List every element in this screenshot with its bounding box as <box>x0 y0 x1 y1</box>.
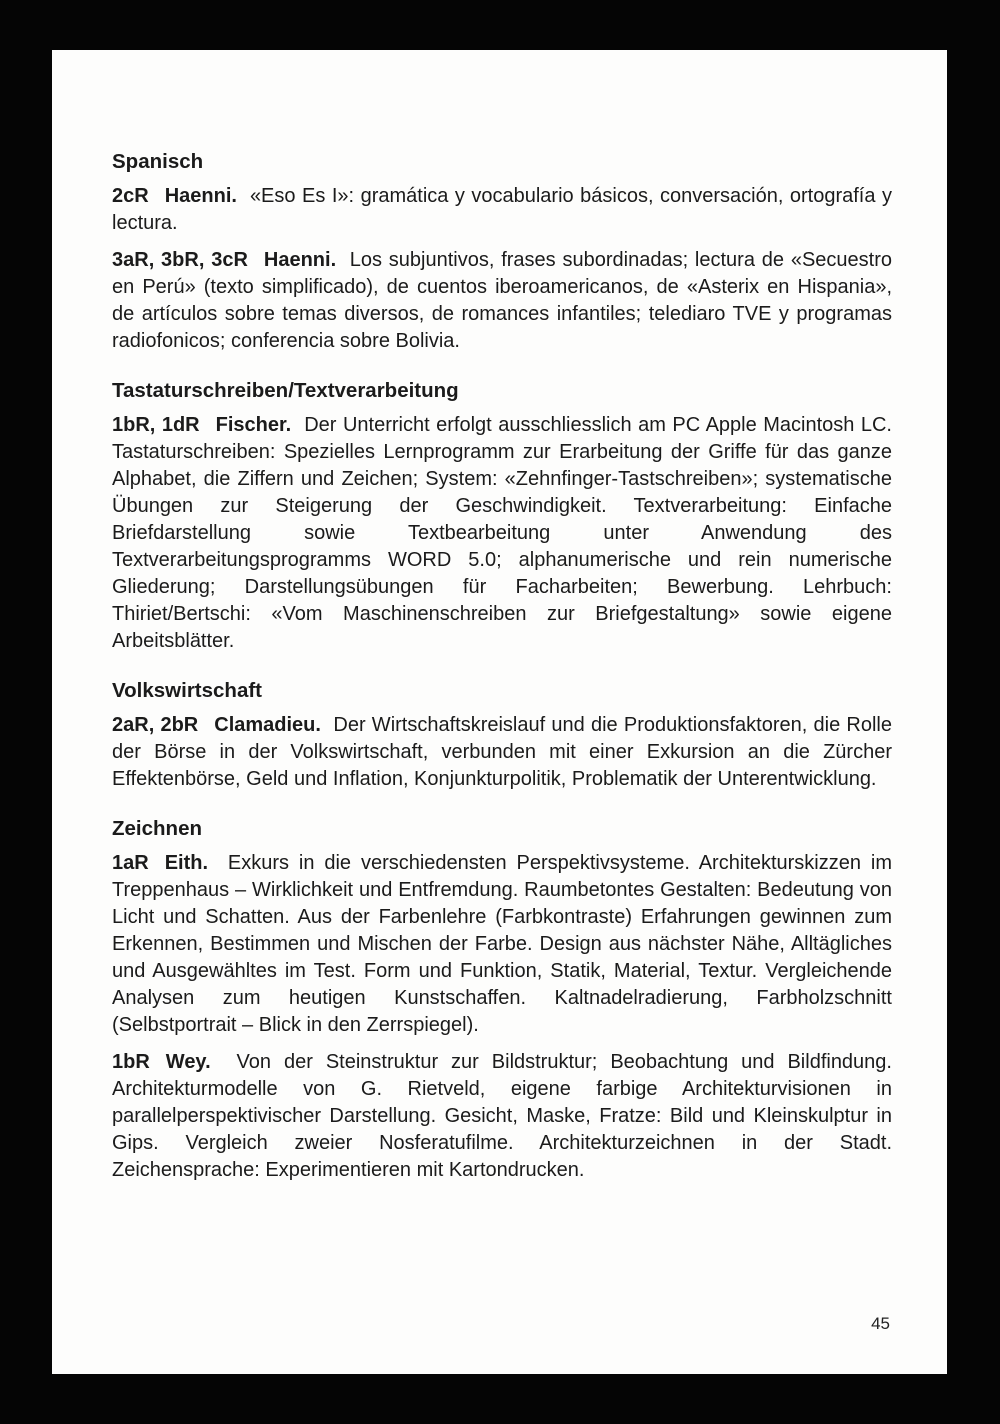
course-classes: 1bR, 1dR <box>112 414 200 436</box>
course-entry <box>112 712 892 793</box>
page-number: 45 <box>871 1314 890 1333</box>
course-classes: 2cR <box>112 185 149 207</box>
section-volkswirtschaft <box>112 677 892 793</box>
course-teacher: Eith. <box>164 852 209 874</box>
course-teacher: Clamadieu. <box>214 714 321 736</box>
section-title: Zeichnen <box>112 817 202 840</box>
course-classes: 1aR <box>112 852 149 874</box>
course-classes: 1bR <box>112 1051 150 1073</box>
course-description: Los subjuntivos, frases subordinadas; lectura de «Secuestro en Perú» (texto simplificado), de cuentos iberoamericanos, de «Asterix en Hispania», de artículos sobre temas diversos, de romances infantiles; telediaro TVE y programas radiofonicos; conferencia sobre Bolivia. <box>112 249 892 352</box>
section-title: Volkswirtschaft <box>112 679 262 702</box>
course-description: Exkurs in die verschiedensten Perspektivsysteme. Architekturskizzen im Treppenhaus – Wirklichkeit und Entfremdung. Raumbetontes Gestalten: Bedeutung von Licht und Schatten. Aus der Farbenlehre (Farbkontraste) Erfahrungen gewinnen zum Erkennen, Bestimmen und Mischen der Farbe. Design aus nächster Nähe, Alltägliches und Ausgewähltes im Test. Form und Funktion, Statik, Material, Textur. Vergleichende Analysen zum heutigen Kunstschaffen. Kaltnadelradierung, Farbholzschnitt (Selbstportrait – Blick in den Zerrspiegel). <box>112 852 892 1036</box>
course-teacher: Wey. <box>165 1051 211 1073</box>
course-classes: 2aR, 2bR <box>112 714 199 736</box>
course-description: Der Unterricht erfolgt ausschliesslich am PC Apple Macintosh LC. Tastaturschreiben: Spezielles Lernprogramm zur Erarbeitung der Griffe für das ganze Alphabet, die Ziffern und Zeichen; System: «Zehnfinger-Tastschreiben»; systematische Übungen zur Steigerung der Geschwindigkeit. Textverarbeitung: Einfache Briefdarstellung sowie Textbearbeitung unter Anwendung des Textverarbeitungsprogramms WORD 5.0; alphanumerische und rein numerische Gliederung; Darstellungsübungen für Facharbeiten; Bewerbung. Lehrbuch: Thiriet/Bertschi: «Vom Maschinenschreiben zur Briefgestaltung» sowie eigene Arbeitsblätter. <box>112 414 892 652</box>
document-page <box>52 50 947 1374</box>
section-title: Tastaturschreiben/Textverarbeitung <box>112 379 459 402</box>
course-teacher: Haenni. <box>164 185 237 207</box>
course-entry <box>112 850 892 1039</box>
course-description: Von der Steinstruktur zur Bildstruktur; Beobachtung und Bildfindung. Architekturmodelle von G. Rietveld, eigene farbige Architekturvisionen in parallelperspektivischer Darstellung. Gesicht, Maske, Fratze: Bild und Kleinskulptur in Gips. Vergleich zweier Nosferatufilme. Architekturzeichnen in der Stadt. Zeichensprache: Experimentieren mit Kartondrucken. <box>112 1051 892 1181</box>
course-description: «Eso Es I»: gramática y vocabulario básicos, conversación, ortografía y lectura. <box>112 185 892 234</box>
section-tastaturschreiben <box>112 377 892 655</box>
section-spanisch <box>112 148 892 355</box>
course-classes: 3aR, 3bR, 3cR <box>112 249 248 271</box>
course-entry <box>112 247 892 355</box>
course-entry <box>112 412 892 655</box>
page-content <box>112 148 892 1206</box>
course-entry <box>112 1049 892 1184</box>
course-teacher: Haenni. <box>263 249 337 271</box>
section-title: Spanisch <box>112 150 204 173</box>
section-zeichnen <box>112 815 892 1184</box>
course-entry <box>112 183 892 237</box>
course-teacher: Fischer. <box>215 414 292 436</box>
course-description: Der Wirtschaftskreislauf und die Produktionsfaktoren, die Rolle der Börse in der Volkswirtschaft, verbunden mit einer Exkursion an die Zürcher Effektenbörse, Geld und Inflation, Konjunkturpolitik, Problematik der Unterentwicklung. <box>112 714 892 790</box>
